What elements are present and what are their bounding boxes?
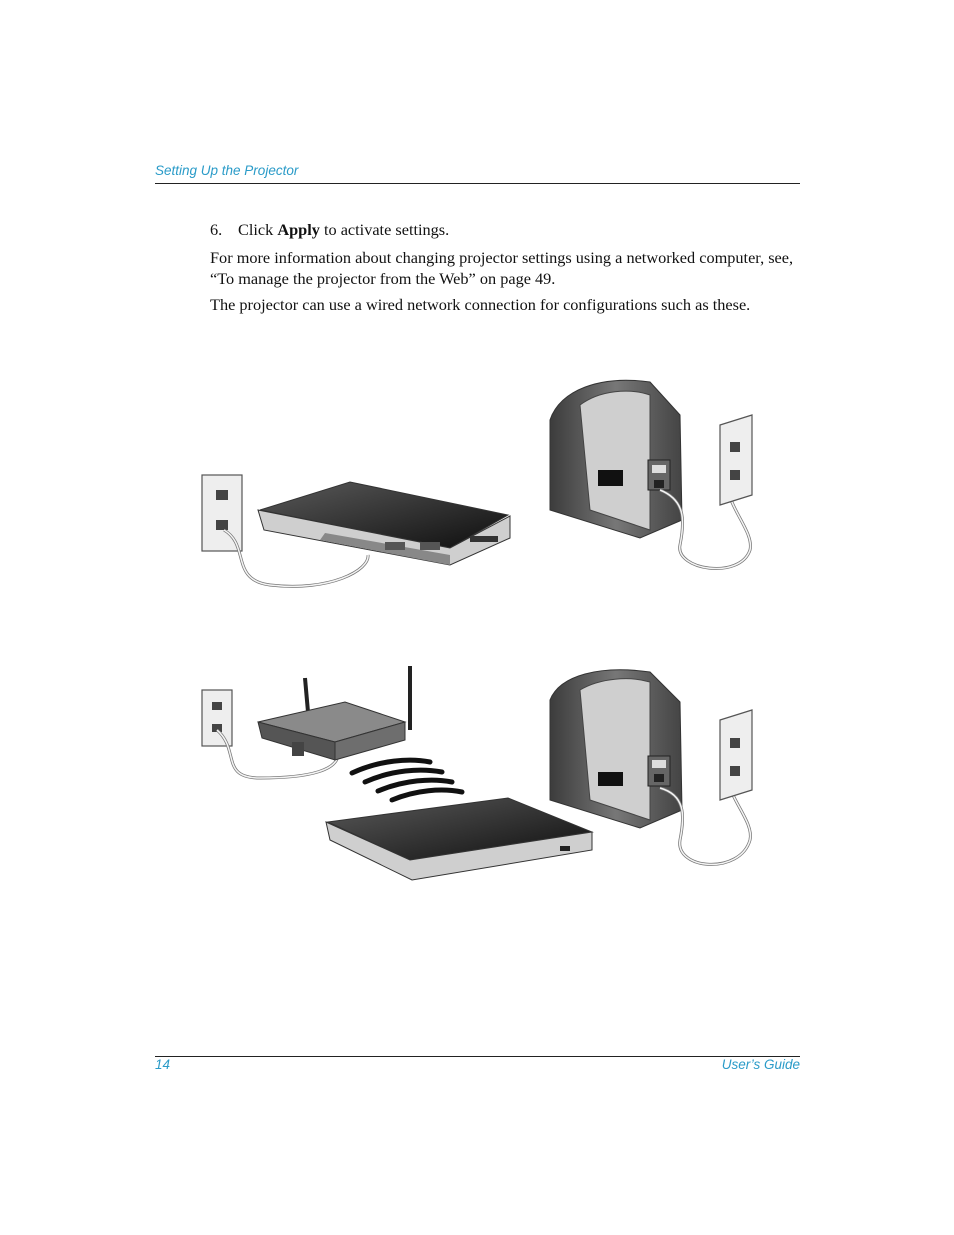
wireless-signal-icon — [352, 760, 462, 800]
laptop-closed — [258, 482, 510, 565]
wall-jack-plate-left — [202, 690, 232, 746]
projector — [550, 670, 682, 828]
page-number: 14 — [155, 1057, 171, 1072]
laptop-closed — [326, 798, 592, 880]
wired-configuration-illustration — [180, 370, 780, 590]
wall-jack-plate-left — [202, 475, 242, 551]
wall-jack-plate-right — [720, 415, 752, 505]
projector — [550, 380, 682, 538]
step-6 — [210, 219, 800, 240]
guide-title: User’s Guide — [721, 1057, 800, 1072]
wired-network-paragraph: The projector can use a wired network connection for configurations such as these. — [210, 295, 751, 314]
step-suffix: to activate settings. — [319, 220, 450, 239]
wireless-access-point — [258, 666, 410, 760]
wall-jack-plate-right — [720, 710, 752, 800]
step-number: 6. — [210, 220, 223, 239]
more-info-paragraph: For more information about changing projector settings using a networked computer, see, “To manage the projector from the Web” on page 49. — [210, 248, 794, 288]
header-rule — [155, 183, 800, 184]
footer-rule — [155, 1056, 800, 1057]
step-prefix: Click — [238, 220, 278, 239]
running-header: Setting Up the Projector — [155, 163, 299, 178]
apply-term: Apply — [277, 220, 320, 239]
wireless-configuration-illustration — [180, 660, 780, 890]
